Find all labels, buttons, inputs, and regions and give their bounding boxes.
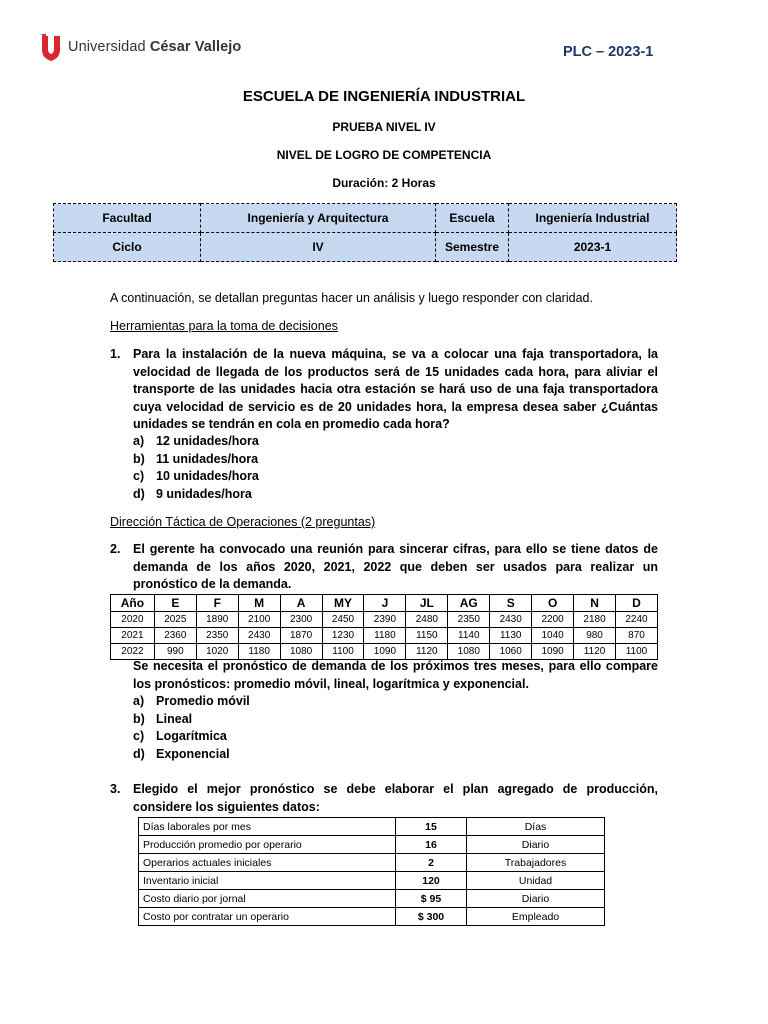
- data-value: $ 300: [396, 908, 467, 926]
- data-unit: Unidad: [467, 872, 605, 890]
- demand-cell: 980: [574, 628, 616, 644]
- demand-header: Año: [111, 595, 155, 612]
- info-cell: 2023-1: [509, 233, 677, 262]
- data-row: [139, 854, 605, 872]
- data-label: Costo diario por jornal: [139, 890, 396, 908]
- duration: Duración: 2 Horas: [332, 176, 436, 190]
- demand-cell: 1100: [616, 644, 658, 660]
- question-1-option: [133, 486, 252, 504]
- data-unit: Diario: [467, 836, 605, 854]
- demand-cell: 2350: [196, 628, 238, 644]
- demand-cell: 1180: [238, 644, 280, 660]
- demand-cell: 1120: [406, 644, 448, 660]
- question-2-option: [133, 693, 250, 711]
- option-text: Logarítmica: [156, 729, 227, 743]
- info-row: [54, 233, 677, 262]
- demand-cell: 2240: [616, 612, 658, 628]
- data-label: Días laborales por mes: [139, 818, 396, 836]
- data-value: 120: [396, 872, 467, 890]
- option-letter: c): [133, 729, 145, 743]
- question-1-option: [133, 433, 259, 451]
- demand-cell: 1040: [532, 628, 574, 644]
- logo-text: [68, 39, 241, 55]
- question-2-option: [133, 728, 227, 746]
- demand-header: AG: [448, 595, 490, 612]
- option-text: 12 unidades/hora: [156, 434, 259, 448]
- demand-cell: 2200: [532, 612, 574, 628]
- demand-cell: 2180: [574, 612, 616, 628]
- data-label: Operarios actuales iniciales: [139, 854, 396, 872]
- demand-header: O: [532, 595, 574, 612]
- option-letter: c): [133, 469, 145, 483]
- demand-cell: 2300: [280, 612, 322, 628]
- intro-text: A continuación, se detallan preguntas hacer un análisis y luego responder con claridad.: [110, 291, 593, 305]
- data-unit: Empleado: [467, 908, 605, 926]
- demand-cell: 2360: [154, 628, 196, 644]
- option-text: Lineal: [156, 712, 193, 726]
- demand-cell: 1180: [364, 628, 406, 644]
- question-3-text: Elegido el mejor pronóstico se debe elaborar el plan agregado de producción, considere los siguientes datos:: [133, 782, 658, 814]
- info-cell: Escuela: [436, 204, 509, 233]
- demand-header: M: [238, 595, 280, 612]
- question-2-text: El gerente ha convocado una reunión para sincerar cifras, para ello se tiene datos de demanda de los años 2020, 2021, 2022 que deben ser usados para realizar un pronóstico de la demanda.: [133, 542, 658, 591]
- section-title-1: Herramientas para la toma de decisiones: [110, 319, 338, 333]
- demand-cell: 990: [154, 644, 196, 660]
- demand-cell: 1020: [196, 644, 238, 660]
- info-cell: Ingeniería Industrial: [509, 204, 677, 233]
- option-letter: a): [133, 694, 145, 708]
- data-label: Costo por contratar un operario: [139, 908, 396, 926]
- info-cell: IV: [201, 233, 436, 262]
- question-1-option: [133, 451, 258, 469]
- data-unit: Trabajadores: [467, 854, 605, 872]
- demand-cell: 1090: [364, 644, 406, 660]
- option-letter: b): [133, 712, 145, 726]
- question-1-option: [133, 468, 259, 486]
- test-title: PRUEBA NIVEL IV: [332, 120, 436, 134]
- demand-cell: 1120: [574, 644, 616, 660]
- data-label: Inventario inicial: [139, 872, 396, 890]
- data-unit: Diario: [467, 890, 605, 908]
- info-cell: Semestre: [436, 233, 509, 262]
- data-row: [139, 890, 605, 908]
- question-1-text: Para la instalación de la nueva máquina, se va a colocar una faja transportadora, la velocidad de llegada de los productos será de 15 unidades cada hora, para aliviar el transporte de las unidades hacia otra estación se hará uso de una faja transportadora cuya velocidad de servicio es de 20 unidades hora, la empresa desea saber ¿Cuántas unidades se tendrán en cola en promedio cada hora?: [133, 347, 658, 431]
- level-title: NIVEL DE LOGRO DE COMPETENCIA: [276, 148, 492, 162]
- demand-header: F: [196, 595, 238, 612]
- option-letter: d): [133, 487, 145, 501]
- demand-header: D: [616, 595, 658, 612]
- demand-cell: 1130: [490, 628, 532, 644]
- demand-cell: 1080: [280, 644, 322, 660]
- data-row: [139, 818, 605, 836]
- demand-cell: 2430: [490, 612, 532, 628]
- demand-row: [111, 612, 658, 628]
- question-number: 3.: [110, 782, 121, 796]
- ucv-shield-icon: [40, 32, 62, 62]
- data-row: [139, 836, 605, 854]
- demand-cell: 2022: [111, 644, 155, 660]
- demand-cell: 1870: [280, 628, 322, 644]
- data-row: [139, 872, 605, 890]
- option-letter: a): [133, 434, 145, 448]
- data-row: [139, 908, 605, 926]
- option-letter: d): [133, 747, 145, 761]
- demand-header: MY: [322, 595, 364, 612]
- demand-cell: 2025: [154, 612, 196, 628]
- option-text: 11 unidades/hora: [156, 452, 259, 466]
- school-title: ESCUELA DE INGENIERÍA INDUSTRIAL: [242, 88, 526, 105]
- data-value: 2: [396, 854, 467, 872]
- demand-cell: 1890: [196, 612, 238, 628]
- info-cell: Ingeniería y Arquitectura: [201, 204, 436, 233]
- data-value: 16: [396, 836, 467, 854]
- demand-header: J: [364, 595, 406, 612]
- demand-cell: 1150: [406, 628, 448, 644]
- option-text: Exponencial: [156, 747, 230, 761]
- demand-cell: 1090: [532, 644, 574, 660]
- demand-header-row: [111, 595, 658, 612]
- demand-cell: 2020: [111, 612, 155, 628]
- info-cell: Ciclo: [54, 233, 201, 262]
- info-row: [54, 204, 677, 233]
- question-2-option: [133, 746, 230, 764]
- info-cell: Facultad: [54, 204, 201, 233]
- demand-cell: 2430: [238, 628, 280, 644]
- option-text: 10 unidades/hora: [156, 469, 259, 483]
- data-unit: Días: [467, 818, 605, 836]
- demand-table: [110, 594, 658, 660]
- logo-name: Universidad: [68, 39, 146, 55]
- option-letter: b): [133, 452, 145, 466]
- demand-cell: 1230: [322, 628, 364, 644]
- demand-cell: 2350: [448, 612, 490, 628]
- section-title-2: Dirección Táctica de Operaciones (2 preguntas): [110, 515, 376, 529]
- data-value: 15: [396, 818, 467, 836]
- demand-cell: 2480: [406, 612, 448, 628]
- info-table: [53, 203, 677, 262]
- demand-header: N: [574, 595, 616, 612]
- demand-header: S: [490, 595, 532, 612]
- option-text: 9 unidades/hora: [156, 487, 252, 501]
- demand-cell: 2390: [364, 612, 406, 628]
- demand-header: JL: [406, 595, 448, 612]
- demand-row: [111, 628, 658, 644]
- data-value: $ 95: [396, 890, 467, 908]
- demand-cell: 1140: [448, 628, 490, 644]
- demand-header: A: [280, 595, 322, 612]
- document-code: PLC – 2023-1: [563, 44, 654, 60]
- demand-cell: 2450: [322, 612, 364, 628]
- demand-header: E: [154, 595, 196, 612]
- question-2-after-text: Se necesita el pronóstico de demanda de los próximos tres meses, para ello compare los pronósticos: promedio móvil, lineal, logarítmica y exponencial.: [133, 659, 658, 691]
- university-logo: [40, 32, 241, 62]
- data-label: Producción promedio por operario: [139, 836, 396, 854]
- demand-cell: 2100: [238, 612, 280, 628]
- question-number: 1.: [110, 347, 121, 361]
- demand-cell: 1060: [490, 644, 532, 660]
- demand-cell: 870: [616, 628, 658, 644]
- production-data-table: [138, 817, 605, 926]
- question-2-option: [133, 711, 192, 729]
- question-number: 2.: [110, 542, 121, 556]
- demand-cell: 1080: [448, 644, 490, 660]
- demand-cell: 1100: [322, 644, 364, 660]
- option-text: Promedio móvil: [156, 694, 250, 708]
- logo-bold: César Vallejo: [149, 39, 242, 55]
- demand-cell: 2021: [111, 628, 155, 644]
